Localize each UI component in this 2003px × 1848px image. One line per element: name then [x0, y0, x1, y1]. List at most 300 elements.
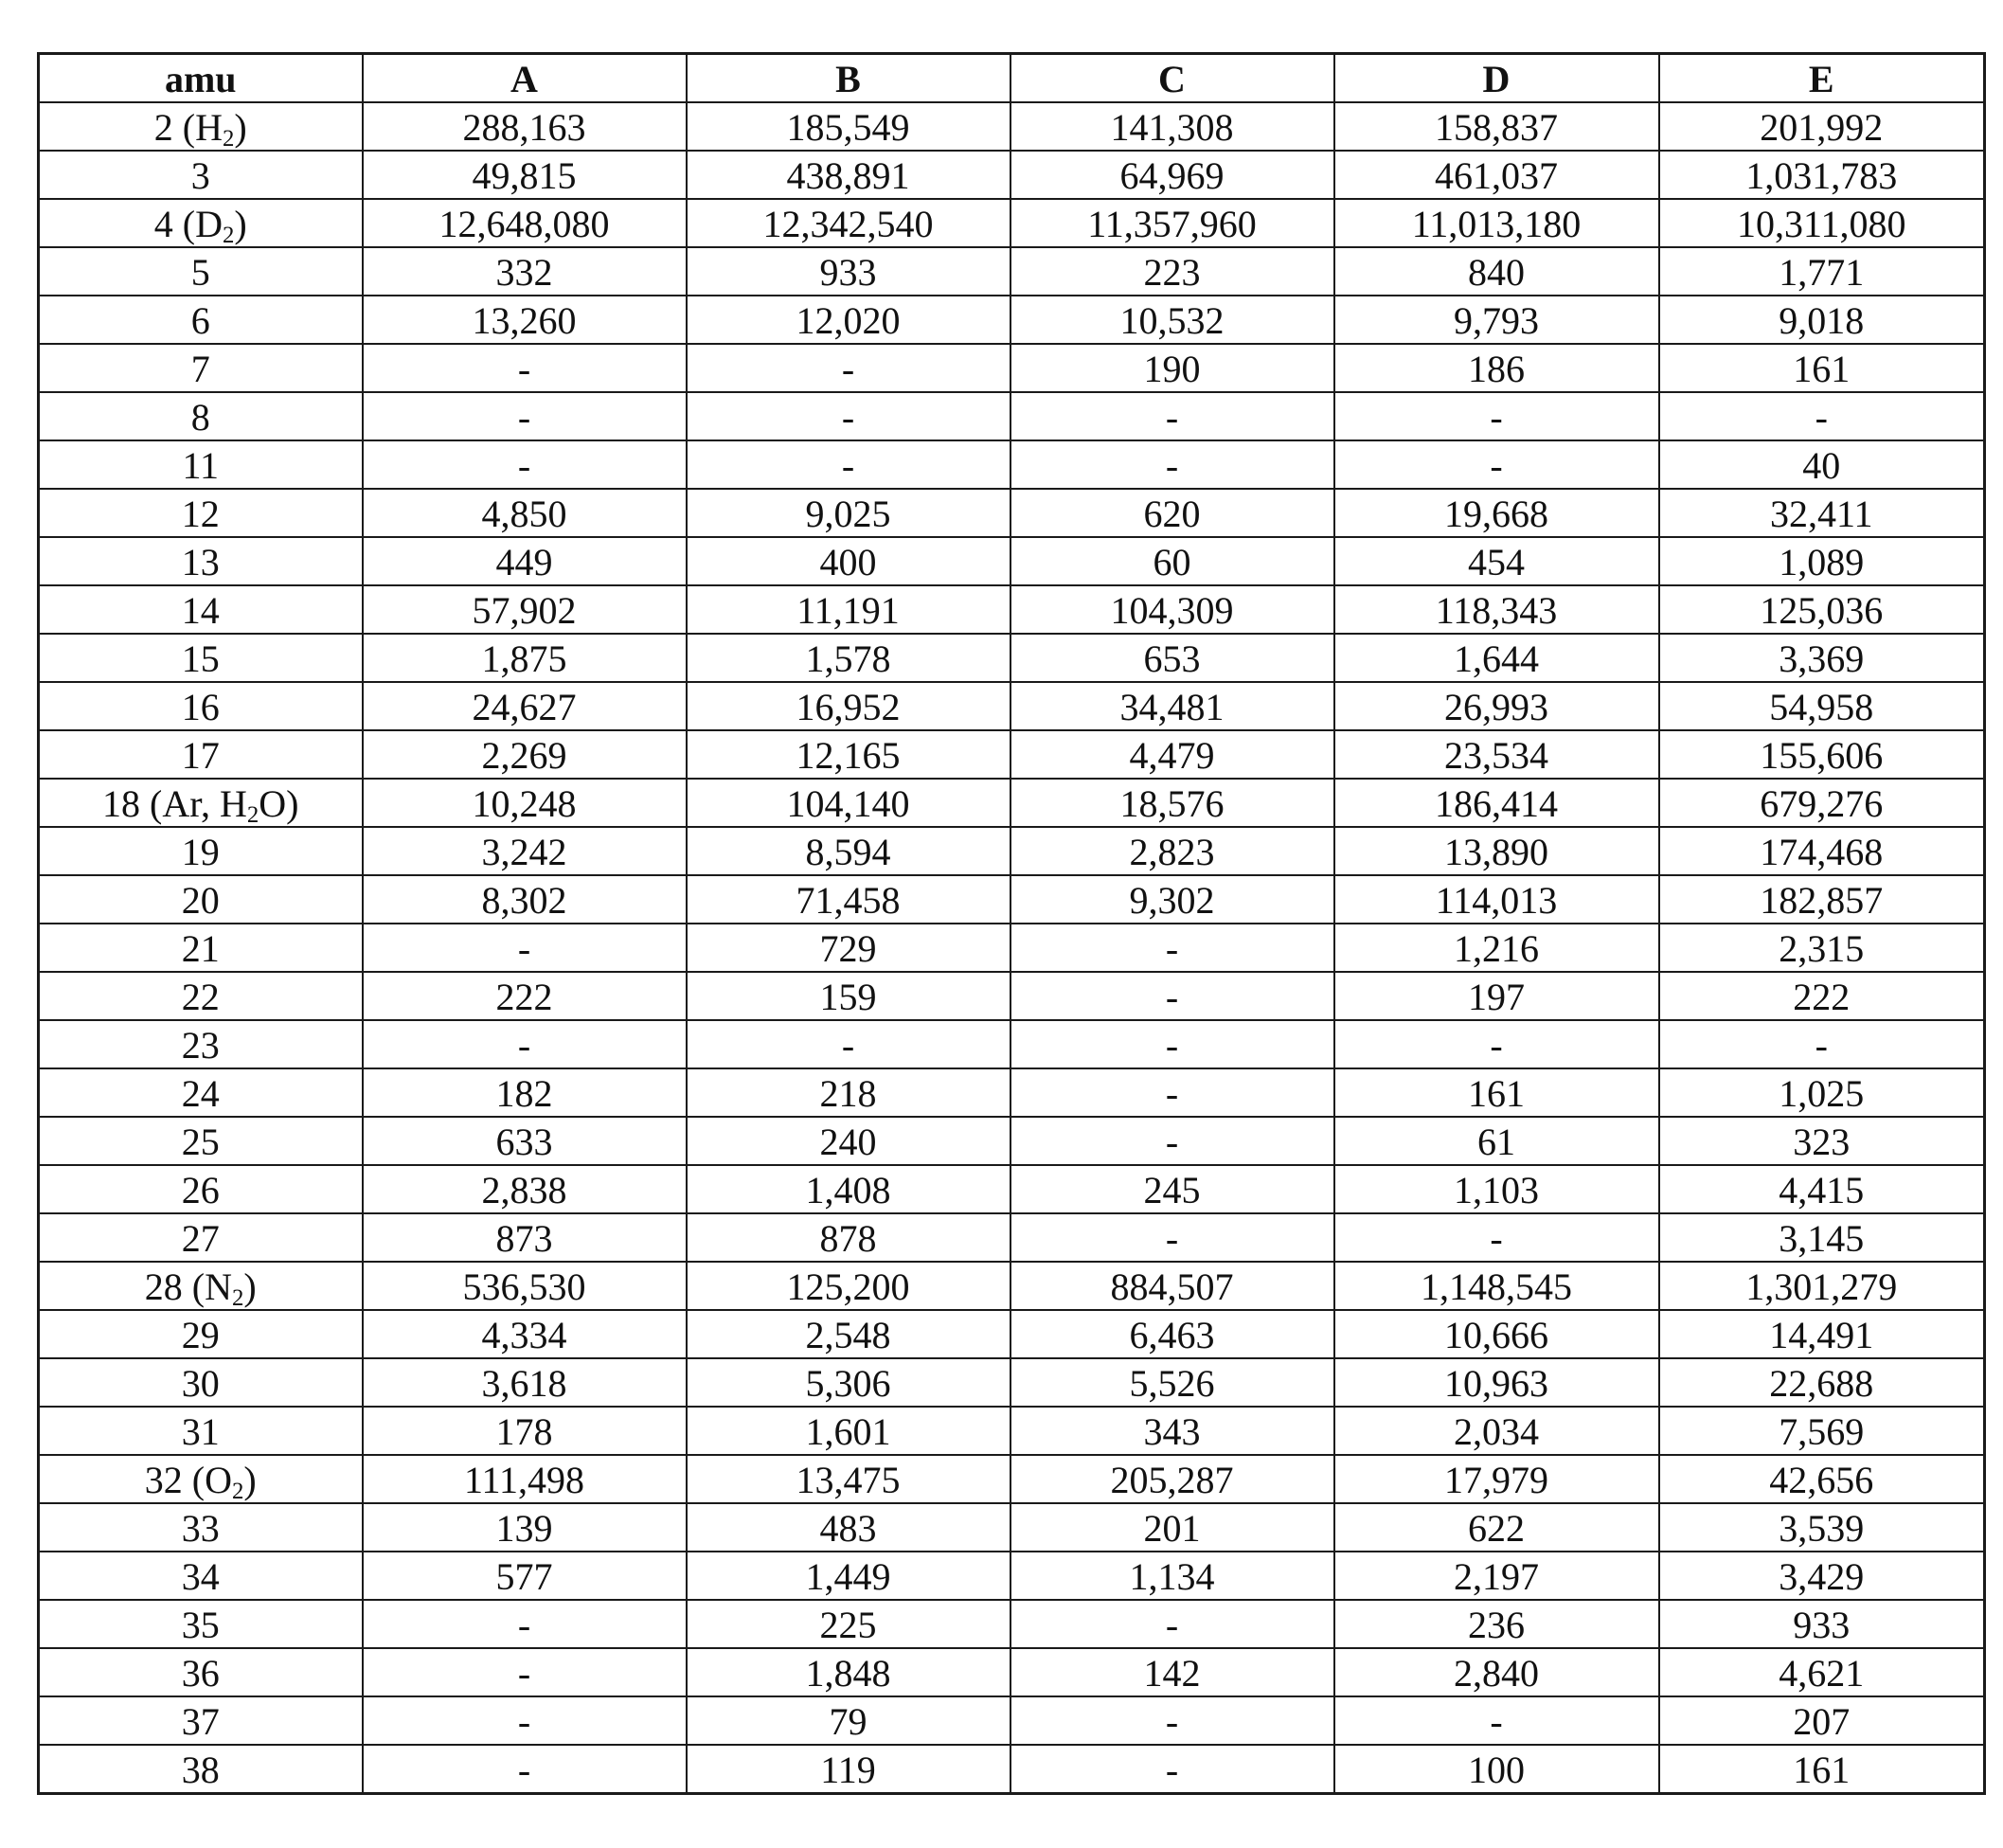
header-a: A	[363, 54, 687, 103]
value-cell-d: 11,013,180	[1334, 199, 1659, 247]
value-cell-a: -	[363, 924, 687, 972]
table-row	[39, 151, 1985, 199]
value-cell-e: 3,145	[1659, 1213, 1985, 1262]
value-cell-a: -	[363, 1745, 687, 1794]
amu-subscript: 2	[222, 126, 235, 151]
value-cell-e: 201,992	[1659, 102, 1985, 151]
table-row	[39, 247, 1985, 296]
value-cell-e: 1,771	[1659, 247, 1985, 296]
amu-cell	[39, 199, 363, 247]
amu-subscript: 2	[222, 223, 235, 247]
value-cell-c: 653	[1010, 634, 1334, 682]
table-row	[39, 199, 1985, 247]
value-cell-e: 1,031,783	[1659, 151, 1985, 199]
amu-label-tail: )	[243, 1459, 257, 1501]
value-cell-e: 1,025	[1659, 1068, 1985, 1117]
amu-label: 5	[190, 251, 210, 294]
value-cell-d: 17,979	[1334, 1455, 1659, 1503]
value-cell-a: 2,838	[363, 1165, 687, 1213]
value-cell-b: 12,165	[687, 730, 1010, 779]
table-row	[39, 1165, 1985, 1213]
table-row	[39, 1020, 1985, 1068]
amu-label: 37	[181, 1700, 220, 1743]
value-cell-c: -	[1010, 1213, 1334, 1262]
value-cell-a: 10,248	[363, 779, 687, 827]
value-cell-c: 4,479	[1010, 730, 1334, 779]
value-cell-a: -	[363, 1648, 687, 1696]
value-cell-b: 1,578	[687, 634, 1010, 682]
header-d: D	[1334, 54, 1659, 103]
amu-label-tail: )	[234, 106, 247, 149]
amu-label: 6	[190, 299, 210, 342]
value-cell-b: 71,458	[687, 875, 1010, 924]
value-cell-b: -	[687, 392, 1010, 440]
value-cell-e: 3,429	[1659, 1552, 1985, 1600]
value-cell-e: 7,569	[1659, 1407, 1985, 1455]
table-row	[39, 1262, 1985, 1310]
value-cell-c: 205,287	[1010, 1455, 1334, 1503]
value-cell-b: 12,342,540	[687, 199, 1010, 247]
amu-cell	[39, 392, 363, 440]
amu-cell	[39, 1117, 363, 1165]
table-row	[39, 392, 1985, 440]
value-cell-b: 11,191	[687, 585, 1010, 634]
value-cell-d: 1,148,545	[1334, 1262, 1659, 1310]
table-row	[39, 1552, 1985, 1600]
value-cell-d: 1,103	[1334, 1165, 1659, 1213]
value-cell-b: 1,449	[687, 1552, 1010, 1600]
value-cell-d: 186	[1334, 344, 1659, 392]
amu-label: 7	[190, 348, 210, 390]
value-cell-b: 5,306	[687, 1358, 1010, 1407]
table-row	[39, 440, 1985, 489]
value-cell-a: -	[363, 1600, 687, 1648]
value-cell-a: 49,815	[363, 151, 687, 199]
value-cell-e: 1,301,279	[1659, 1262, 1985, 1310]
value-cell-a: -	[363, 392, 687, 440]
value-cell-d: 9,793	[1334, 296, 1659, 344]
value-cell-b: 13,475	[687, 1455, 1010, 1503]
header-c: C	[1010, 54, 1334, 103]
value-cell-a: 536,530	[363, 1262, 687, 1310]
amu-cell	[39, 1503, 363, 1552]
value-cell-c: -	[1010, 1068, 1334, 1117]
table-row	[39, 537, 1985, 585]
value-cell-b: 483	[687, 1503, 1010, 1552]
amu-cell	[39, 440, 363, 489]
amu-label: 33	[181, 1507, 220, 1550]
value-cell-d: 1,644	[1334, 634, 1659, 682]
table-row	[39, 924, 1985, 972]
amu-cell	[39, 682, 363, 730]
value-cell-c: 104,309	[1010, 585, 1334, 634]
amu-cell	[39, 247, 363, 296]
value-cell-c: -	[1010, 1600, 1334, 1648]
value-cell-d: 2,840	[1334, 1648, 1659, 1696]
value-cell-b: 125,200	[687, 1262, 1010, 1310]
amu-cell	[39, 1358, 363, 1407]
table-body	[39, 102, 1985, 1794]
value-cell-d: 100	[1334, 1745, 1659, 1794]
value-cell-b: -	[687, 344, 1010, 392]
amu-subscript: 2	[231, 1285, 244, 1310]
amu-cell	[39, 102, 363, 151]
amu-subscript: 2	[231, 1479, 244, 1503]
value-cell-b: 729	[687, 924, 1010, 972]
value-cell-a: 633	[363, 1117, 687, 1165]
value-cell-c: 9,302	[1010, 875, 1334, 924]
value-cell-a: 24,627	[363, 682, 687, 730]
amu-label: 15	[181, 637, 220, 680]
value-cell-c: 141,308	[1010, 102, 1334, 151]
amu-label: 14	[181, 589, 220, 632]
value-cell-b: 104,140	[687, 779, 1010, 827]
table-row	[39, 634, 1985, 682]
value-cell-a: 4,850	[363, 489, 687, 537]
value-cell-a: 8,302	[363, 875, 687, 924]
amu-subscript: 2	[246, 802, 259, 827]
amu-label: 11	[182, 444, 219, 487]
amu-cell	[39, 1745, 363, 1794]
table-row	[39, 972, 1985, 1020]
value-cell-e: 42,656	[1659, 1455, 1985, 1503]
amu-label: 19	[181, 831, 220, 873]
amu-cell	[39, 1213, 363, 1262]
value-cell-c: 10,532	[1010, 296, 1334, 344]
amu-cell	[39, 1020, 363, 1068]
value-cell-a: -	[363, 440, 687, 489]
value-cell-c: 11,357,960	[1010, 199, 1334, 247]
table-row	[39, 730, 1985, 779]
value-cell-e: 3,539	[1659, 1503, 1985, 1552]
value-cell-a: 3,618	[363, 1358, 687, 1407]
amu-cell	[39, 1407, 363, 1455]
value-cell-b: 159	[687, 972, 1010, 1020]
value-cell-d: 158,837	[1334, 102, 1659, 151]
value-cell-c: 2,823	[1010, 827, 1334, 875]
table-row	[39, 344, 1985, 392]
value-cell-d: 461,037	[1334, 151, 1659, 199]
value-cell-d: 840	[1334, 247, 1659, 296]
value-cell-e: 3,369	[1659, 634, 1985, 682]
header-amu: amu	[39, 54, 363, 103]
value-cell-e: -	[1659, 392, 1985, 440]
value-cell-a: 2,269	[363, 730, 687, 779]
table-row	[39, 779, 1985, 827]
value-cell-d: 118,343	[1334, 585, 1659, 634]
table-row	[39, 827, 1985, 875]
amu-label: 13	[181, 541, 220, 583]
table-row	[39, 489, 1985, 537]
value-cell-a: 577	[363, 1552, 687, 1600]
table-row	[39, 1745, 1985, 1794]
amu-cell	[39, 537, 363, 585]
value-cell-e: 161	[1659, 344, 1985, 392]
value-cell-d: 2,197	[1334, 1552, 1659, 1600]
value-cell-e: 4,415	[1659, 1165, 1985, 1213]
value-cell-b: 218	[687, 1068, 1010, 1117]
value-cell-c: -	[1010, 1020, 1334, 1068]
value-cell-b: 240	[687, 1117, 1010, 1165]
amu-label: 34	[181, 1555, 220, 1598]
value-cell-c: -	[1010, 1696, 1334, 1745]
table-row	[39, 1455, 1985, 1503]
amu-cell	[39, 151, 363, 199]
value-cell-a: -	[363, 1020, 687, 1068]
value-cell-e: 222	[1659, 972, 1985, 1020]
amu-label: 32 (O	[144, 1459, 232, 1501]
amu-label: 28 (N	[144, 1265, 232, 1308]
amu-cell	[39, 1600, 363, 1648]
value-cell-e: 125,036	[1659, 585, 1985, 634]
value-cell-e: 40	[1659, 440, 1985, 489]
amu-label-tail: )	[234, 203, 247, 245]
value-cell-a: 3,242	[363, 827, 687, 875]
amu-label: 3	[190, 154, 210, 197]
value-cell-c: 5,526	[1010, 1358, 1334, 1407]
value-cell-d: 114,013	[1334, 875, 1659, 924]
amu-label: 29	[181, 1314, 220, 1356]
value-cell-c: -	[1010, 1117, 1334, 1165]
table-row	[39, 1648, 1985, 1696]
table-row	[39, 1600, 1985, 1648]
value-cell-c: -	[1010, 1745, 1334, 1794]
table-row	[39, 1117, 1985, 1165]
amu-cell	[39, 972, 363, 1020]
header-b: B	[687, 54, 1010, 103]
amu-cell	[39, 730, 363, 779]
value-cell-e: 22,688	[1659, 1358, 1985, 1407]
value-cell-a: 873	[363, 1213, 687, 1262]
value-cell-d: 161	[1334, 1068, 1659, 1117]
value-cell-d: 26,993	[1334, 682, 1659, 730]
value-cell-b: 9,025	[687, 489, 1010, 537]
value-cell-b: 12,020	[687, 296, 1010, 344]
table-row	[39, 682, 1985, 730]
amu-cell	[39, 827, 363, 875]
value-cell-b: 2,548	[687, 1310, 1010, 1358]
value-cell-b: 185,549	[687, 102, 1010, 151]
value-cell-d: 454	[1334, 537, 1659, 585]
value-cell-e: 32,411	[1659, 489, 1985, 537]
value-cell-d: 622	[1334, 1503, 1659, 1552]
amu-label: 12	[181, 493, 220, 535]
value-cell-b: 933	[687, 247, 1010, 296]
value-cell-e: 9,018	[1659, 296, 1985, 344]
value-cell-c: 60	[1010, 537, 1334, 585]
value-cell-c: 142	[1010, 1648, 1334, 1696]
value-cell-e: 155,606	[1659, 730, 1985, 779]
amu-label: 2 (H	[153, 106, 223, 149]
value-cell-d: 19,668	[1334, 489, 1659, 537]
value-cell-b: 8,594	[687, 827, 1010, 875]
amu-label: 31	[181, 1410, 220, 1453]
value-cell-c: 64,969	[1010, 151, 1334, 199]
value-cell-c: 343	[1010, 1407, 1334, 1455]
value-cell-c: 245	[1010, 1165, 1334, 1213]
amu-cell	[39, 779, 363, 827]
value-cell-a: 222	[363, 972, 687, 1020]
table-row	[39, 1696, 1985, 1745]
value-cell-b: 1,601	[687, 1407, 1010, 1455]
value-cell-c: 201	[1010, 1503, 1334, 1552]
header-row	[39, 54, 1985, 103]
amu-cell	[39, 1648, 363, 1696]
amu-cell	[39, 634, 363, 682]
value-cell-a: 332	[363, 247, 687, 296]
amu-cell	[39, 585, 363, 634]
value-cell-e: 4,621	[1659, 1648, 1985, 1696]
value-cell-e: 933	[1659, 1600, 1985, 1648]
value-cell-d: 13,890	[1334, 827, 1659, 875]
table-row	[39, 1407, 1985, 1455]
amu-cell	[39, 1455, 363, 1503]
amu-label: 27	[181, 1217, 220, 1260]
amu-cell	[39, 296, 363, 344]
value-cell-e: 1,089	[1659, 537, 1985, 585]
amu-cell	[39, 1552, 363, 1600]
amu-label: 30	[181, 1362, 220, 1405]
table-row	[39, 585, 1985, 634]
header-e: E	[1659, 54, 1985, 103]
value-cell-d: 236	[1334, 1600, 1659, 1648]
value-cell-c: 223	[1010, 247, 1334, 296]
value-cell-e: 207	[1659, 1696, 1985, 1745]
value-cell-b: 878	[687, 1213, 1010, 1262]
value-cell-b: 400	[687, 537, 1010, 585]
value-cell-b: 1,408	[687, 1165, 1010, 1213]
amu-label: 8	[190, 396, 210, 439]
value-cell-e: 182,857	[1659, 875, 1985, 924]
value-cell-c: 18,576	[1010, 779, 1334, 827]
value-cell-a: -	[363, 1696, 687, 1745]
value-cell-c: 34,481	[1010, 682, 1334, 730]
value-cell-e: -	[1659, 1020, 1985, 1068]
value-cell-d: 23,534	[1334, 730, 1659, 779]
value-cell-c: 884,507	[1010, 1262, 1334, 1310]
value-cell-e: 323	[1659, 1117, 1985, 1165]
value-cell-c: 1,134	[1010, 1552, 1334, 1600]
table-row	[39, 1503, 1985, 1552]
value-cell-b: 438,891	[687, 151, 1010, 199]
value-cell-a: 178	[363, 1407, 687, 1455]
value-cell-c: -	[1010, 972, 1334, 1020]
value-cell-c: 6,463	[1010, 1310, 1334, 1358]
value-cell-e: 679,276	[1659, 779, 1985, 827]
amu-label: 21	[181, 927, 220, 970]
value-cell-e: 2,315	[1659, 924, 1985, 972]
value-cell-c: 620	[1010, 489, 1334, 537]
amu-cell	[39, 1262, 363, 1310]
amu-label-tail: )	[243, 1265, 257, 1308]
table-row	[39, 296, 1985, 344]
amu-cell	[39, 1068, 363, 1117]
value-cell-a: 111,498	[363, 1455, 687, 1503]
value-cell-d: 2,034	[1334, 1407, 1659, 1455]
amu-label: 24	[181, 1072, 220, 1115]
amu-label: 25	[181, 1121, 220, 1163]
table-header	[39, 54, 1985, 103]
table-row	[39, 1213, 1985, 1262]
value-cell-b: 16,952	[687, 682, 1010, 730]
value-cell-c: -	[1010, 440, 1334, 489]
amu-label: 35	[181, 1604, 220, 1646]
amu-cell	[39, 1165, 363, 1213]
value-cell-b: 225	[687, 1600, 1010, 1648]
amu-cell	[39, 875, 363, 924]
amu-label-tail: O)	[259, 782, 299, 825]
value-cell-e: 54,958	[1659, 682, 1985, 730]
value-cell-b: 79	[687, 1696, 1010, 1745]
amu-label: 16	[181, 686, 220, 728]
value-cell-d: -	[1334, 392, 1659, 440]
amu-label: 17	[181, 734, 220, 777]
value-cell-d: -	[1334, 1020, 1659, 1068]
value-cell-a: 12,648,080	[363, 199, 687, 247]
amu-label: 20	[181, 879, 220, 922]
value-cell-a: 1,875	[363, 634, 687, 682]
value-cell-e: 10,311,080	[1659, 199, 1985, 247]
amu-label: 4 (D	[153, 203, 223, 245]
value-cell-a: 449	[363, 537, 687, 585]
value-cell-b: -	[687, 440, 1010, 489]
value-cell-e: 174,468	[1659, 827, 1985, 875]
value-cell-d: 61	[1334, 1117, 1659, 1165]
value-cell-e: 161	[1659, 1745, 1985, 1794]
table-row	[39, 1068, 1985, 1117]
value-cell-d: 1,216	[1334, 924, 1659, 972]
amu-cell	[39, 489, 363, 537]
amu-cell	[39, 1696, 363, 1745]
value-cell-b: 119	[687, 1745, 1010, 1794]
value-cell-d: -	[1334, 1696, 1659, 1745]
amu-label: 26	[181, 1169, 220, 1211]
table-row	[39, 875, 1985, 924]
table-row	[39, 1358, 1985, 1407]
value-cell-b: -	[687, 1020, 1010, 1068]
value-cell-c: -	[1010, 924, 1334, 972]
value-cell-a: 4,334	[363, 1310, 687, 1358]
value-cell-d: 10,666	[1334, 1310, 1659, 1358]
amu-label: 36	[181, 1652, 220, 1695]
value-cell-d: -	[1334, 440, 1659, 489]
value-cell-a: 288,163	[363, 102, 687, 151]
value-cell-a: -	[363, 344, 687, 392]
value-cell-c: 190	[1010, 344, 1334, 392]
amu-label: 22	[181, 976, 220, 1018]
value-cell-c: -	[1010, 392, 1334, 440]
value-cell-a: 139	[363, 1503, 687, 1552]
value-cell-a: 57,902	[363, 585, 687, 634]
amu-label: 23	[181, 1024, 220, 1067]
value-cell-d: 197	[1334, 972, 1659, 1020]
amu-label: 18 (Ar, H	[102, 782, 247, 825]
table-row	[39, 102, 1985, 151]
value-cell-a: 13,260	[363, 296, 687, 344]
amu-cell	[39, 924, 363, 972]
value-cell-d: 186,414	[1334, 779, 1659, 827]
value-cell-e: 14,491	[1659, 1310, 1985, 1358]
mass-spectrum-table	[37, 52, 1986, 1795]
amu-cell	[39, 344, 363, 392]
amu-cell	[39, 1310, 363, 1358]
amu-label: 38	[181, 1749, 220, 1791]
value-cell-a: 182	[363, 1068, 687, 1117]
value-cell-d: 10,963	[1334, 1358, 1659, 1407]
table-row	[39, 1310, 1985, 1358]
value-cell-d: -	[1334, 1213, 1659, 1262]
value-cell-b: 1,848	[687, 1648, 1010, 1696]
